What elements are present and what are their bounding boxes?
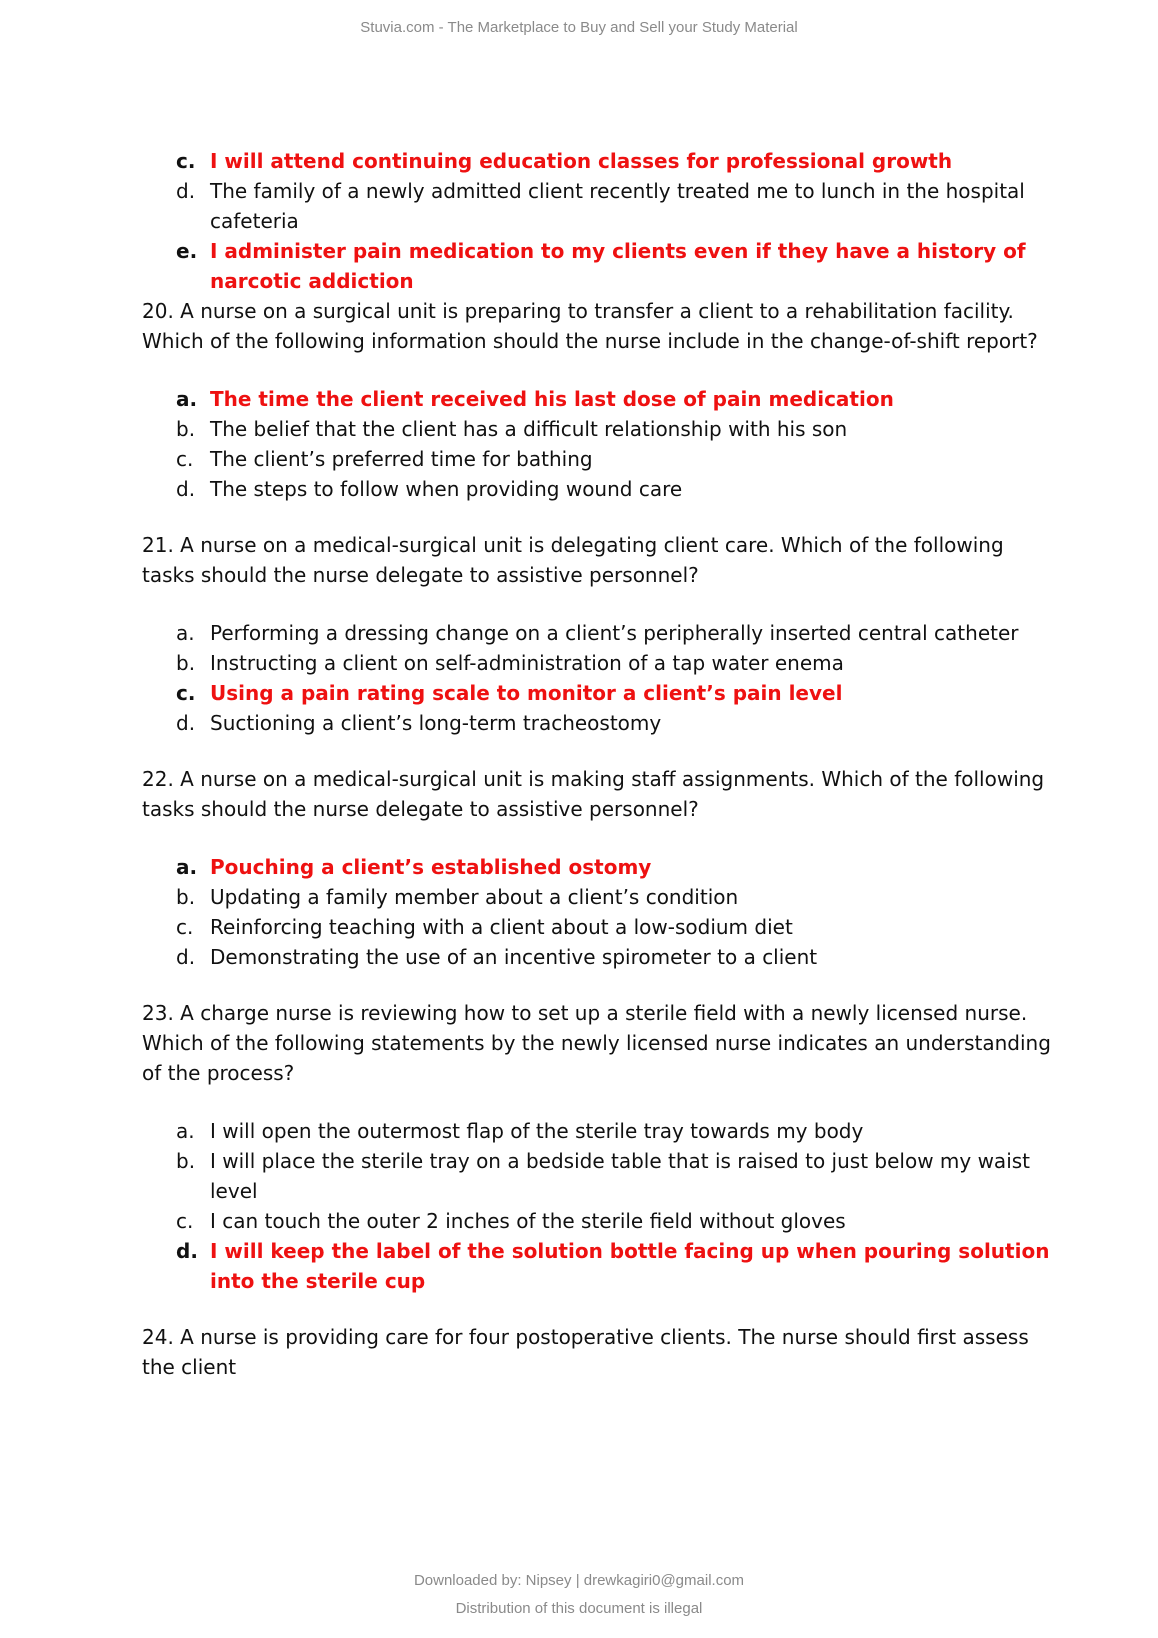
option-22a	[142, 852, 1052, 882]
option-19d	[142, 176, 1052, 236]
option-letter: d.	[176, 1239, 198, 1263]
question-23-options	[142, 1116, 1052, 1296]
question-24: 24. A nurse is providing care for four postoperative clients. The nurse should first assess the client	[142, 1325, 1029, 1379]
option-text: I administer pain medication to my clients even if they have a history of narcotic addiction	[210, 239, 1026, 293]
option-text: Using a pain rating scale to monitor a client’s pain level	[210, 681, 843, 705]
option-20b	[142, 414, 1052, 444]
option-letter: d.	[176, 179, 196, 203]
option-21a	[142, 618, 1052, 648]
document-body	[142, 146, 1052, 1382]
option-text: Performing a dressing change on a client’s peripherally inserted central catheter	[210, 621, 1019, 645]
option-text: I will open the outermost flap of the sterile tray towards my body	[210, 1119, 864, 1143]
option-text: I will place the sterile tray on a bedside table that is raised to just below my waist level	[210, 1149, 1031, 1203]
option-23b	[142, 1146, 1052, 1206]
question-20-options	[142, 384, 1052, 504]
question-21-options	[142, 618, 1052, 738]
option-text: Pouching a client’s established ostomy	[210, 855, 652, 879]
option-23d	[142, 1236, 1052, 1296]
option-19c	[142, 146, 1052, 176]
option-text: The belief that the client has a difficult relationship with his son	[210, 417, 848, 441]
option-letter: c.	[176, 149, 196, 173]
option-21c	[142, 678, 1052, 708]
option-letter: c.	[176, 447, 194, 471]
option-22b	[142, 882, 1052, 912]
downloaded-by-footer: Downloaded by: Nipsey | drewkagiri0@gmail.com	[413, 1572, 745, 1589]
option-22d	[142, 942, 1052, 972]
option-text: Instructing a client on self-administration of a tap water enema	[210, 651, 844, 675]
option-letter: b.	[176, 417, 196, 441]
option-19e	[142, 236, 1052, 296]
option-text: The steps to follow when providing wound care	[210, 477, 683, 501]
question-21: 21. A nurse on a medical-surgical unit is delegating client care. Which of the following tasks should the nurse delegate to assistive personnel?	[142, 533, 1004, 587]
option-letter: c.	[176, 915, 194, 939]
option-letter: d.	[176, 711, 196, 735]
question-20: 20. A nurse on a surgical unit is preparing to transfer a client to a rehabilitation facility. Which of the following information should the nurse include in the change-of-shift report?	[142, 299, 1038, 353]
option-text: The client’s preferred time for bathing	[210, 447, 593, 471]
option-letter: a.	[176, 1119, 195, 1143]
option-20c	[142, 444, 1052, 474]
question-22: 22. A nurse on a medical-surgical unit is making staff assignments. Which of the following tasks should the nurse delegate to assistive personnel?	[142, 767, 1045, 821]
option-letter: c.	[176, 1209, 194, 1233]
option-23c	[142, 1206, 1052, 1236]
option-letter: b.	[176, 651, 196, 675]
option-20d	[142, 474, 1052, 504]
option-letter: a.	[176, 621, 195, 645]
question-22-options	[142, 852, 1052, 972]
option-21b	[142, 648, 1052, 678]
question-23: 23. A charge nurse is reviewing how to set up a sterile field with a newly licensed nurse. Which of the following statements by the newly licensed nurse indicates an understanding of the process?	[142, 1001, 1051, 1085]
option-letter: c.	[176, 681, 196, 705]
option-letter: a.	[176, 387, 198, 411]
option-20a	[142, 384, 1052, 414]
option-text: Updating a family member about a client’s condition	[210, 885, 739, 909]
option-21d	[142, 708, 1052, 738]
option-text: The family of a newly admitted client recently treated me to lunch in the hospital cafeteria	[210, 179, 1025, 233]
option-text: Reinforcing teaching with a client about a low-sodium diet	[210, 915, 793, 939]
option-23a	[142, 1116, 1052, 1146]
option-text: I will keep the label of the solution bottle facing up when pouring solution into the sterile cup	[210, 1239, 1050, 1293]
option-letter: d.	[176, 477, 196, 501]
option-text: The time the client received his last dose of pain medication	[210, 387, 894, 411]
distribution-notice: Distribution of this document is illegal	[455, 1600, 703, 1617]
page-header: Stuvia.com - The Marketplace to Buy and Sell your Study Material	[360, 19, 798, 36]
option-text: Suctioning a client’s long-term tracheostomy	[210, 711, 662, 735]
option-letter: b.	[176, 885, 196, 909]
option-letter: d.	[176, 945, 196, 969]
option-letter: a.	[176, 855, 198, 879]
option-letter: e.	[176, 239, 198, 263]
option-text: Demonstrating the use of an incentive spirometer to a client	[210, 945, 818, 969]
option-text: I will attend continuing education classes for professional growth	[210, 149, 953, 173]
option-text: I can touch the outer 2 inches of the sterile field without gloves	[210, 1209, 846, 1233]
option-22c	[142, 912, 1052, 942]
option-letter: b.	[176, 1149, 196, 1173]
question-19-options	[142, 146, 1052, 296]
